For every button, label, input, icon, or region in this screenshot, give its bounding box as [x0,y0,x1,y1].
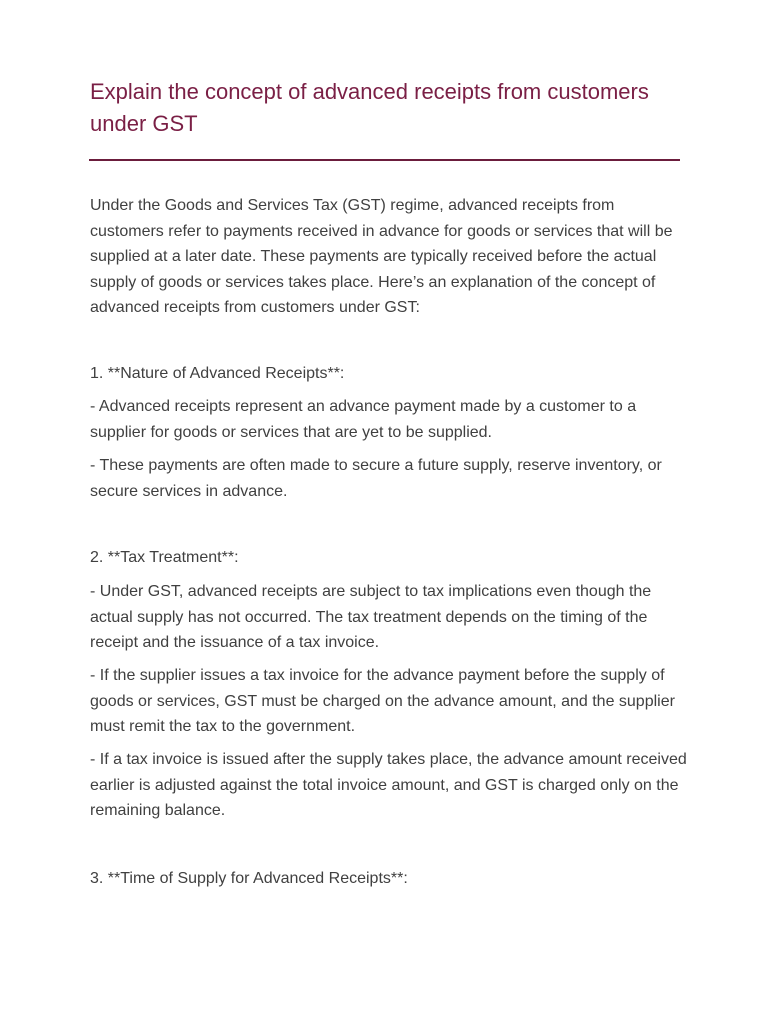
title-underline [89,159,680,161]
section-2-point-1: - Under GST, advanced receipts are subject to tax implications even though the actual supply has not occurred. The tax treatment depends on the timing of the receipt and the issuance of a tax invoice. [90,583,652,651]
section-1-point-2: - These payments are often made to secure a future supply, reserve inventory, or secure services in advance. [90,457,662,500]
section-2-point-3: - If a tax invoice is issued after the supply takes place, the advance amount received earlier is adjusted against the total invoice amount, and GST is charged only on the remaining balance. [90,751,687,819]
section-1-point-1: - Advanced receipts represent an advance payment made by a customer to a supplier for goods or services that are yet to be supplied. [90,398,637,441]
document-title: Explain the concept of advanced receipts from customers under GST [90,79,649,136]
section-heading-3: 3. **Time of Supply for Advanced Receipts**: [90,870,408,887]
section-heading-1: 1. **Nature of Advanced Receipts**: [90,365,345,382]
section-2-point-2: - If the supplier issues a tax invoice for the advance payment before the supply of goods or services, GST must be charged on the advance amount, and the supplier must remit the tax to the government. [90,667,675,735]
section-heading-2: 2. **Tax Treatment**: [90,549,239,566]
intro-paragraph: Under the Goods and Services Tax (GST) regime, advanced receipts from customers refer to payments received in advance for goods or services that will be supplied at a later date. These payments are typically received before the actual supply of goods or services takes place. Here’s an explanation of the concept of advanced receipts from customers under GST: [90,197,673,316]
